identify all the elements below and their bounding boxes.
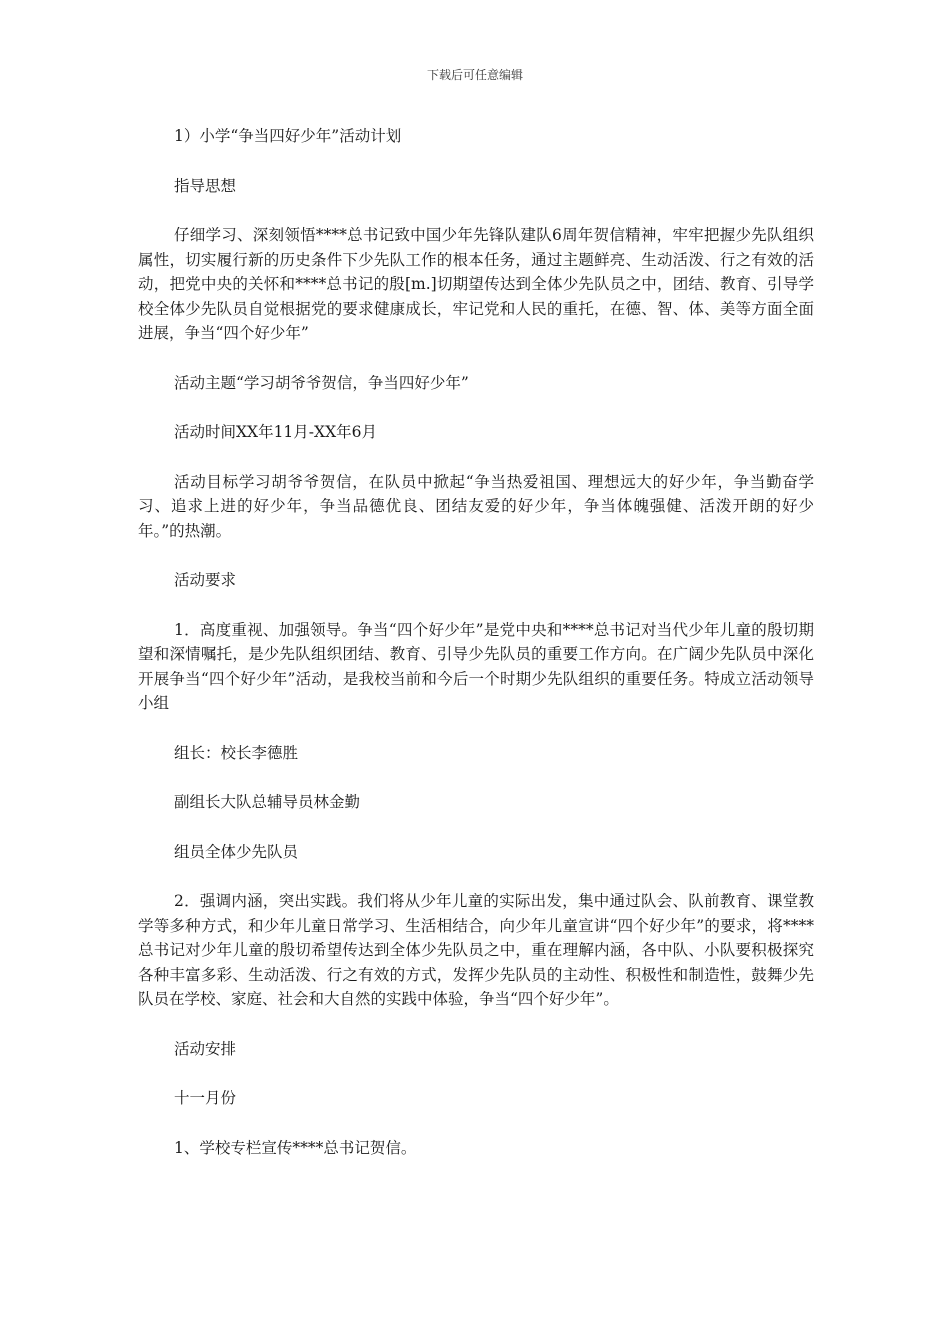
section-heading-guiding-ideology: 指导思想	[174, 176, 237, 195]
paragraph-requirement-1: 1．高度重视、加强领导。争当“四个好少年”是党中央和****总书记对当代少年儿童的殷切期望和深情嘱托，是少先队组织团结、教育、引导少先队员的重要工作方向。在广阔少先队员中深化开展争当“四个好少年”活动，是我校当前和今后一个时期少先队组织的重要任务。特成立活动领导小组	[138, 620, 814, 712]
document-body	[138, 124, 814, 1185]
section-heading-requirements: 活动要求	[174, 571, 237, 589]
paragraph-month-november: 十一月份	[174, 1089, 237, 1107]
section-heading-arrangement: 活动安排	[174, 1039, 237, 1058]
paragraph-group-leader: 组长：校长李德胜	[174, 743, 299, 762]
paragraph-activity-goal: 活动目标学习胡爷爷贺信，在队员中掀起“争当热爱祖国、理想远大的好少年，争当勤奋学习、追求上进的好少年，争当品德优良、团结友爱的好少年，争当体魄强健、活泼开朗的好少年。”的热潮。	[138, 472, 814, 540]
paragraph-deputy-leader: 副组长大队总辅导员林金勤	[174, 793, 361, 811]
paragraph-guiding-ideology: 仔细学习、深刻领悟****总书记致中国少年先锋队建队6周年贺信精神，牢牢把握少先队组织属性，切实履行新的历史条件下少先队工作的根本任务，通过主题鲜亮、生动活泼、行之有效的活动，把党中央的关怀和****总书记的殷[m.]切期望传达到全体少先队员之中，团结、教育、引导学校全体少先队员自觉根据党的要求健康成长，牢记党和人民的重托，在德、智、体、美等方面全面进展，争当“四个好少年”	[138, 226, 814, 342]
paragraph-activity-theme: 活动主题“学习胡爷爷贺信，争当四好少年”	[174, 373, 469, 392]
document-title: 1）小学“争当四好少年”活动计划	[174, 127, 402, 145]
paragraph-arrangement-item-1: 1、学校专栏宣传****总书记贺信。	[174, 1138, 417, 1157]
paragraph-requirement-2: 2．强调内涵，突出实践。我们将从少年儿童的实际出发，集中通过队会、队前教育、课堂教学等多种方式，和少年儿童日常学习、生活相结合，向少年儿童宣讲“四个好少年”的要求，将****总书记对少年儿童的殷切希望传达到全体少先队员之中，重在理解内涵，各中队、小队要积极探究各种丰富多彩、生动活泼、行之有效的方式，发挥少先队员的主动性、积极性和制造性，鼓舞少先队员在学校、家庭、社会和大自然的实践中体验，争当“四个好少年”。	[138, 892, 814, 1008]
paragraph-group-members: 组员全体少先队员	[174, 842, 299, 861]
page-header: 下载后可任意编辑	[426, 68, 523, 82]
paragraph-activity-time: 活动时间XX年11月-XX年6月	[174, 423, 377, 441]
